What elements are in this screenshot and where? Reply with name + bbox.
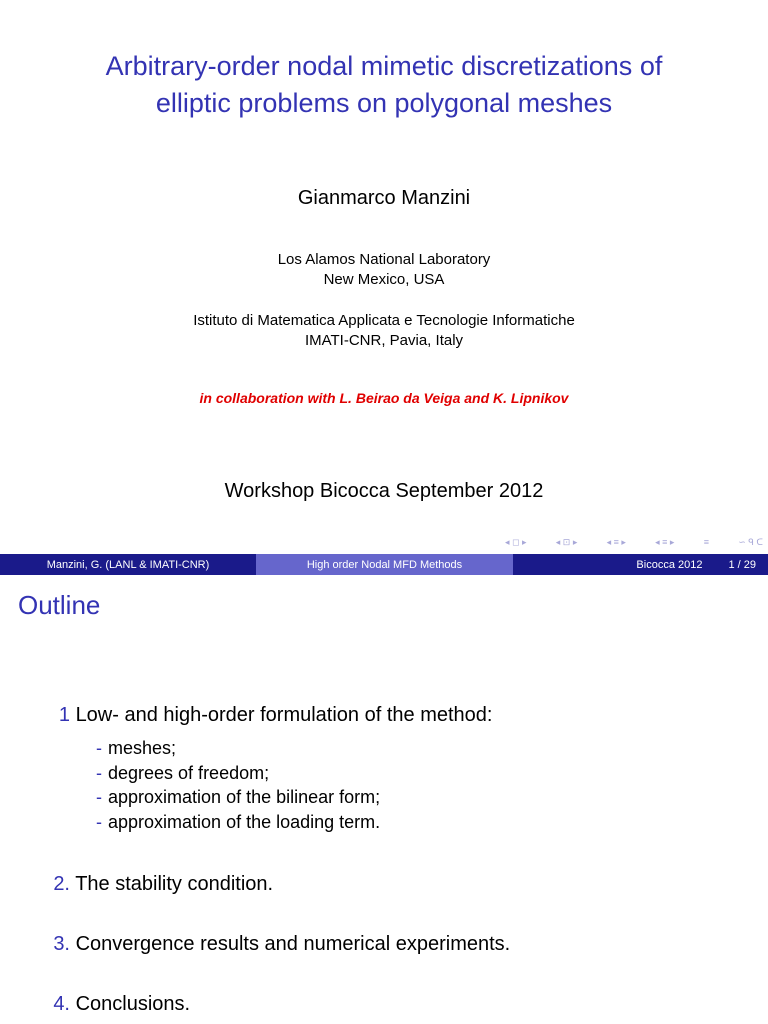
- footer-right: [513, 554, 768, 575]
- sub-item-text: approximation of the bilinear form;: [108, 787, 381, 807]
- sub-item: - approximation of the bilinear form;: [96, 787, 381, 807]
- outline-item-3: [40, 933, 510, 956]
- affiliation-2-line-1: Istituto di Matematica Applicata e Tecnologie Informatiche: [193, 312, 575, 329]
- item-text: The stability condition.: [75, 873, 274, 895]
- beamer-navigation-bar: [505, 536, 763, 548]
- item-number: 1: [58, 704, 70, 726]
- affiliation-1-line-2: New Mexico, USA: [323, 271, 445, 288]
- nav-frame-arrows-icon[interactable]: ◂ ◻ ▸: [505, 536, 527, 547]
- item-text: Conclusions.: [75, 993, 191, 1015]
- sub-item: - approximation of the loading term.: [96, 812, 381, 832]
- item-number: 2.: [53, 873, 70, 895]
- author-name: Gianmarco Manzini: [297, 187, 471, 209]
- outline-item-4: [40, 993, 190, 1016]
- outline-item-1: [40, 704, 492, 727]
- affiliation-1: [0, 250, 768, 290]
- collaboration-note: in collaboration with L. Beirao da Veiga and K. Lipnikov: [199, 390, 569, 406]
- nav-appendix-icon[interactable]: ≡: [703, 537, 709, 547]
- footer-bar: [0, 554, 768, 575]
- nav-subsection-arrows-icon[interactable]: ◂ ≡ ▸: [606, 536, 626, 547]
- footer-author: Manzini, G. (LANL & IMATI-CNR): [0, 554, 256, 575]
- affiliation-2: [0, 311, 768, 351]
- footer-event: Bicocca 2012: [636, 558, 703, 571]
- sub-item: - degrees of freedom;: [96, 763, 270, 783]
- item-number: 3.: [53, 933, 70, 955]
- affiliation-2-line-2: IMATI-CNR, Pavia, Italy: [304, 332, 464, 349]
- presentation-title: [0, 48, 768, 122]
- footer-page-number: 1 / 29: [728, 558, 756, 571]
- item-text: Convergence results and numerical experiments.: [75, 933, 511, 955]
- title-line-1: Arbitrary-order nodal mimetic discretizations of: [105, 51, 663, 81]
- sub-item: - meshes;: [96, 738, 177, 758]
- nav-search-icon[interactable]: ∽ ᑫ ᑕ: [738, 536, 763, 547]
- nav-subsubsection-arrows-icon[interactable]: ◂ ≡ ▸: [655, 536, 675, 547]
- outline-title: Outline: [18, 590, 101, 620]
- affiliation-1-line-1: Los Alamos National Laboratory: [277, 251, 491, 268]
- nav-section-arrows-icon[interactable]: ◂ ⊡ ▸: [555, 536, 578, 547]
- item-text: Low- and high-order formulation of the method:: [75, 704, 493, 726]
- footer-title: High order Nodal MFD Methods: [256, 554, 513, 575]
- sub-item-text: approximation of the loading term.: [108, 812, 381, 832]
- outline-item-2: [40, 873, 273, 896]
- title-line-2: elliptic problems on polygonal meshes: [155, 88, 613, 118]
- workshop-name: Workshop Bicocca September 2012: [224, 480, 544, 502]
- sub-item-text: meshes;: [108, 738, 177, 758]
- item-number: 4.: [53, 993, 70, 1015]
- sub-item-text: degrees of freedom;: [108, 763, 270, 783]
